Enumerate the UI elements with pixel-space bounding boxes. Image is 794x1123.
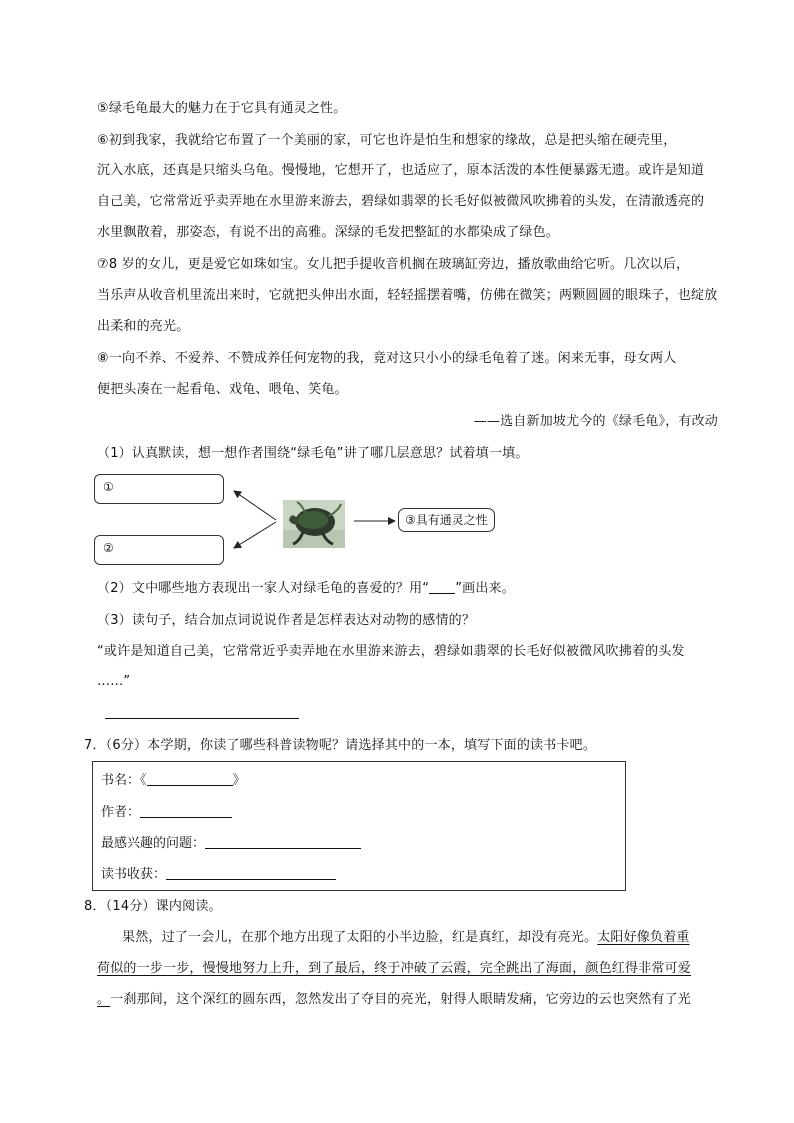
card-harvest-row: [101, 863, 336, 882]
q7-stem: 7．（6分）本学期，你读了哪些科普读物呢？请选择其中的一本，填写下面的读书卡吧。: [84, 738, 597, 753]
underline-mark-sample: [429, 593, 455, 594]
q8-line-3: [97, 991, 691, 1009]
arrow-to-box-1: [234, 491, 276, 520]
question-field[interactable]: [205, 848, 361, 849]
q8-line-1-underlined: 太阳好像负着重: [597, 930, 690, 945]
question-label: 最感兴趣的问题：: [101, 836, 206, 851]
paragraph-7-line-1: ⑦8 岁的女儿，更是爱它如珠如宝。女儿把手提收音机搁在玻璃缸旁边，播放歌曲给它听。几次以后，: [97, 257, 690, 272]
paragraph-8-line-2: 便把头凑在一起看龟、戏龟、喂龟、笑龟。: [97, 382, 348, 397]
q6-sub2-text-b: ”画出来。: [455, 581, 515, 596]
q8-stem: 8．（14分）课内阅读。: [84, 899, 222, 914]
passage-source: ——选自新加坡尤今的《绿毛龟》，有改动: [473, 414, 718, 429]
answer-box-2[interactable]: [94, 535, 224, 565]
book-title-field[interactable]: [147, 785, 233, 786]
q8-line-1: [122, 929, 690, 947]
paragraph-6-line-4: 水里飘散着，那姿态，有说不出的高雅。深绿的毛发把整缸的水都染成了绿色。: [97, 225, 560, 240]
answer-box-2-label: ②: [103, 541, 114, 555]
turtle-photo: [283, 500, 345, 548]
q8-line-3-underlined: 。: [97, 992, 111, 1007]
card-question-row: [101, 832, 361, 851]
answer-box-1-label: ①: [103, 480, 114, 494]
q8-line-3-plain: 一刹那间，这个深红的圆东西，忽然发出了夺目的亮光，射得人眼睛发痛，它旁边的云也突然有了光: [110, 992, 692, 1007]
arrow-to-box-2: [234, 522, 276, 548]
q8-line-1-plain: 果然，过了一会儿，在那个地方出现了太阳的小半边脸，红是真红，却没有亮光。: [122, 930, 598, 945]
q6-sub2-prompt: [97, 580, 515, 598]
paragraph-7-line-3: 出柔和的亮光。: [97, 319, 190, 334]
harvest-label: 读书收获：: [101, 867, 167, 882]
card-author-row: [101, 801, 232, 820]
q6-quote-line-1: “或许是知道自己美，它常常近乎卖弄地在水里游来游去，碧绿如翡翠的长毛好似被微风吹拂着的头发: [97, 644, 685, 659]
q6-sub1-prompt: （1）认真默读，想一想作者围绕“绿毛龟”讲了哪几层意思？试着填一填。: [97, 446, 529, 461]
harvest-field[interactable]: [166, 879, 336, 880]
paragraph-5: ⑤绿毛龟最大的魅力在于它具有通灵之性。: [97, 101, 347, 116]
q6-sub2-text-a: （2）文中哪些地方表现出一家人对绿毛龟的喜爱的？用“: [97, 581, 430, 596]
q6-quote-line-2: ……”: [97, 674, 131, 689]
paragraph-8-line-1: ⑧一向不养、不爱养、不赞成养任何宠物的我，竟对这只小小的绿毛龟着了迷。闲来无事，母女两人: [97, 351, 677, 366]
card-book-row: [101, 769, 246, 788]
q8-line-2-underlined: 荷似的一步一步，慢慢地努力上升，到了最后，终于冲破了云霞，完全跳出了海面，颜色红得非常可爱: [97, 961, 692, 976]
answer-box-3: ③具有通灵之性: [398, 508, 495, 532]
paragraph-6-line-2: 沉入水底，还真是只缩头乌龟。慢慢地，它想开了，也适应了，原本活泼的本性便暴露无遗。或许是知道: [97, 163, 705, 178]
q6-sub3-answer-line[interactable]: [105, 718, 299, 719]
q6-sub3-prompt: （3）读句子，结合加点词说说作者是怎样表达对动物的感情的？: [97, 613, 476, 628]
paragraph-6-line-1: ⑥初到我家，我就给它布置了一个美丽的家，可它也许是怕生和想家的缘故，总是把头缩在硬壳里，: [97, 133, 677, 148]
answer-box-1[interactable]: [94, 474, 224, 504]
book-label-close: 》: [232, 773, 246, 788]
book-label-open: 书名：《: [101, 773, 147, 788]
author-label: 作者：: [101, 805, 141, 820]
reading-card: [92, 761, 626, 891]
author-field[interactable]: [140, 817, 232, 818]
paragraph-6-line-3: 自己美，它常常近乎卖弄地在水里游来游去，碧绿如翡翠的长毛好似被微风吹拂着的头发，在清澈透亮的: [97, 194, 705, 209]
paragraph-7-line-2: 当乐声从收音机里流出来时，它就把头伸出水面，轻轻摇摆着嘴，仿佛在微笑；两颗圆圆的眼珠子，也绽放: [97, 288, 718, 303]
